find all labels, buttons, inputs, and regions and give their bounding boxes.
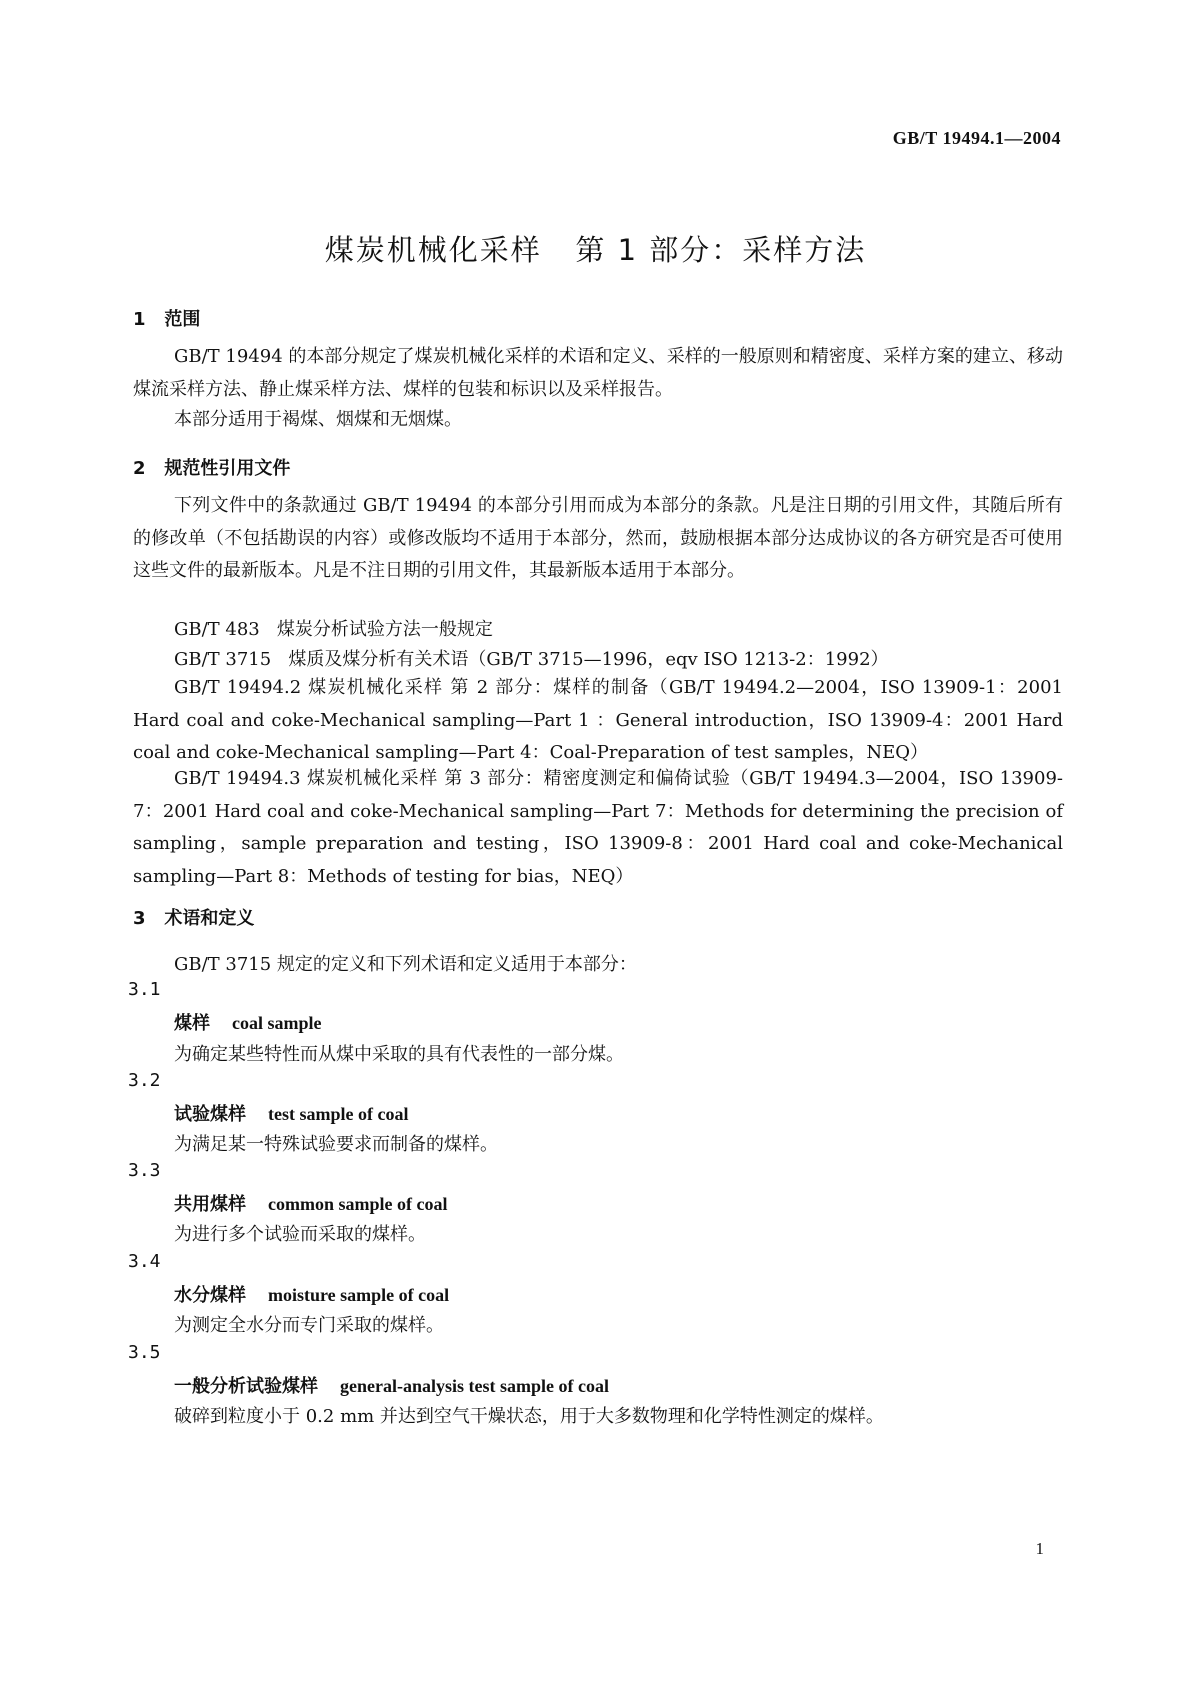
term-definition: 为测定全水分而专门采取的煤样。 bbox=[174, 1315, 444, 1336]
term-en: common sample of coal bbox=[268, 1194, 448, 1214]
reference-gbt-19494-2: GB/T 19494.2 煤炭机械化采样 第 2 部分：煤样的制备（GB/T 19494.2—2004，ISO 13909-1：2001 Hard coal and coke-Mechanical sampling—Part 1 ：General introduction，ISO 13909-4：2001 Hard coal and coke-Mechanical sampling—Part 4：Coal-Preparation of test samples，NEQ） bbox=[133, 677, 1063, 763]
term-zh: 试验煤样 bbox=[174, 1104, 246, 1125]
section-2-heading: 2 规范性引用文件 bbox=[133, 458, 291, 479]
reference-gbt-483: GB/T 483 煤炭分析试验方法一般规定 bbox=[174, 619, 493, 640]
section-1-paragraph-1: GB/T 19494 的本部分规定了煤炭机械化采样的术语和定义、采样的一般原则和精密度、采样方案的建立、移动煤流采样方法、静止煤采样方法、煤样的包装和标识以及采样报告。 bbox=[133, 346, 1063, 400]
term-number: 3.2 bbox=[128, 1070, 161, 1091]
term-definition: 为进行多个试验而采取的煤样。 bbox=[174, 1224, 426, 1245]
term-zh: 煤样 bbox=[174, 1013, 210, 1034]
section-2-paragraph-1: 下列文件中的条款通过 GB/T 19494 的本部分引用而成为本部分的条款。凡是注日期的引用文件，其随后所有的修改单（不包括勘误的内容）或修改版均不适用于本部分，然而，鼓励根据本部分达成协议的各方研究是否可使用这些文件的最新版本。凡是不注日期的引用文件，其最新版本适用于本部分。 bbox=[133, 495, 1063, 581]
term-en: test sample of coal bbox=[268, 1104, 409, 1124]
section-1-paragraph-2: 本部分适用于褐煤、烟煤和无烟煤。 bbox=[174, 409, 462, 430]
reference-gbt-3715: GB/T 3715 煤质及煤分析有关术语（GB/T 3715—1996，eqv ISO 1213-2：1992） bbox=[174, 649, 889, 670]
term-heading bbox=[174, 1100, 408, 1126]
term-en: general-analysis test sample of coal bbox=[340, 1376, 609, 1396]
term-number: 3.3 bbox=[128, 1160, 161, 1181]
term-definition: 为确定某些特性而从煤中采取的具有代表性的一部分煤。 bbox=[174, 1044, 624, 1065]
term-en: moisture sample of coal bbox=[268, 1285, 450, 1305]
section-3-intro: GB/T 3715 规定的定义和下列术语和定义适用于本部分： bbox=[174, 954, 637, 975]
section-1-heading: 1 范围 bbox=[133, 309, 201, 330]
reference-gbt-19494-3: GB/T 19494.3 煤炭机械化采样 第 3 部分：精密度测定和偏倚试验（GB/T 19494.3—2004，ISO 13909-7：2001 Hard coal and coke-Mechanical sampling—Part 7：Methods for determining the precision of sampling，sample preparation and testing，ISO 13909-8：2001 Hard coal and coke-Mechanical sampling—Part 8：Methods of testing for bias，NEQ） bbox=[133, 768, 1063, 887]
term-number: 3.1 bbox=[128, 979, 161, 1000]
term-zh: 一般分析试验煤样 bbox=[174, 1376, 318, 1397]
page-number: 1 bbox=[1035, 1539, 1044, 1558]
term-en: coal sample bbox=[232, 1013, 322, 1033]
term-definition: 破碎到粒度小于 0.2 mm 并达到空气干燥状态，用于大多数物理和化学特性测定的煤样。 bbox=[174, 1406, 884, 1427]
term-heading bbox=[174, 1372, 609, 1398]
document-title: 煤炭机械化采样 第 1 部分：采样方法 bbox=[324, 233, 867, 267]
term-zh: 共用煤样 bbox=[174, 1194, 246, 1215]
standard-code: GB/T 19494.1—2004 bbox=[892, 128, 1061, 148]
term-heading bbox=[174, 1190, 447, 1216]
term-number: 3.5 bbox=[128, 1342, 161, 1363]
term-heading bbox=[174, 1281, 449, 1307]
section-3-heading: 3 术语和定义 bbox=[133, 908, 255, 929]
term-zh: 水分煤样 bbox=[174, 1285, 246, 1306]
term-definition: 为满足某一特殊试验要求而制备的煤样。 bbox=[174, 1134, 498, 1155]
term-number: 3.4 bbox=[128, 1251, 161, 1272]
term-heading bbox=[174, 1009, 322, 1035]
